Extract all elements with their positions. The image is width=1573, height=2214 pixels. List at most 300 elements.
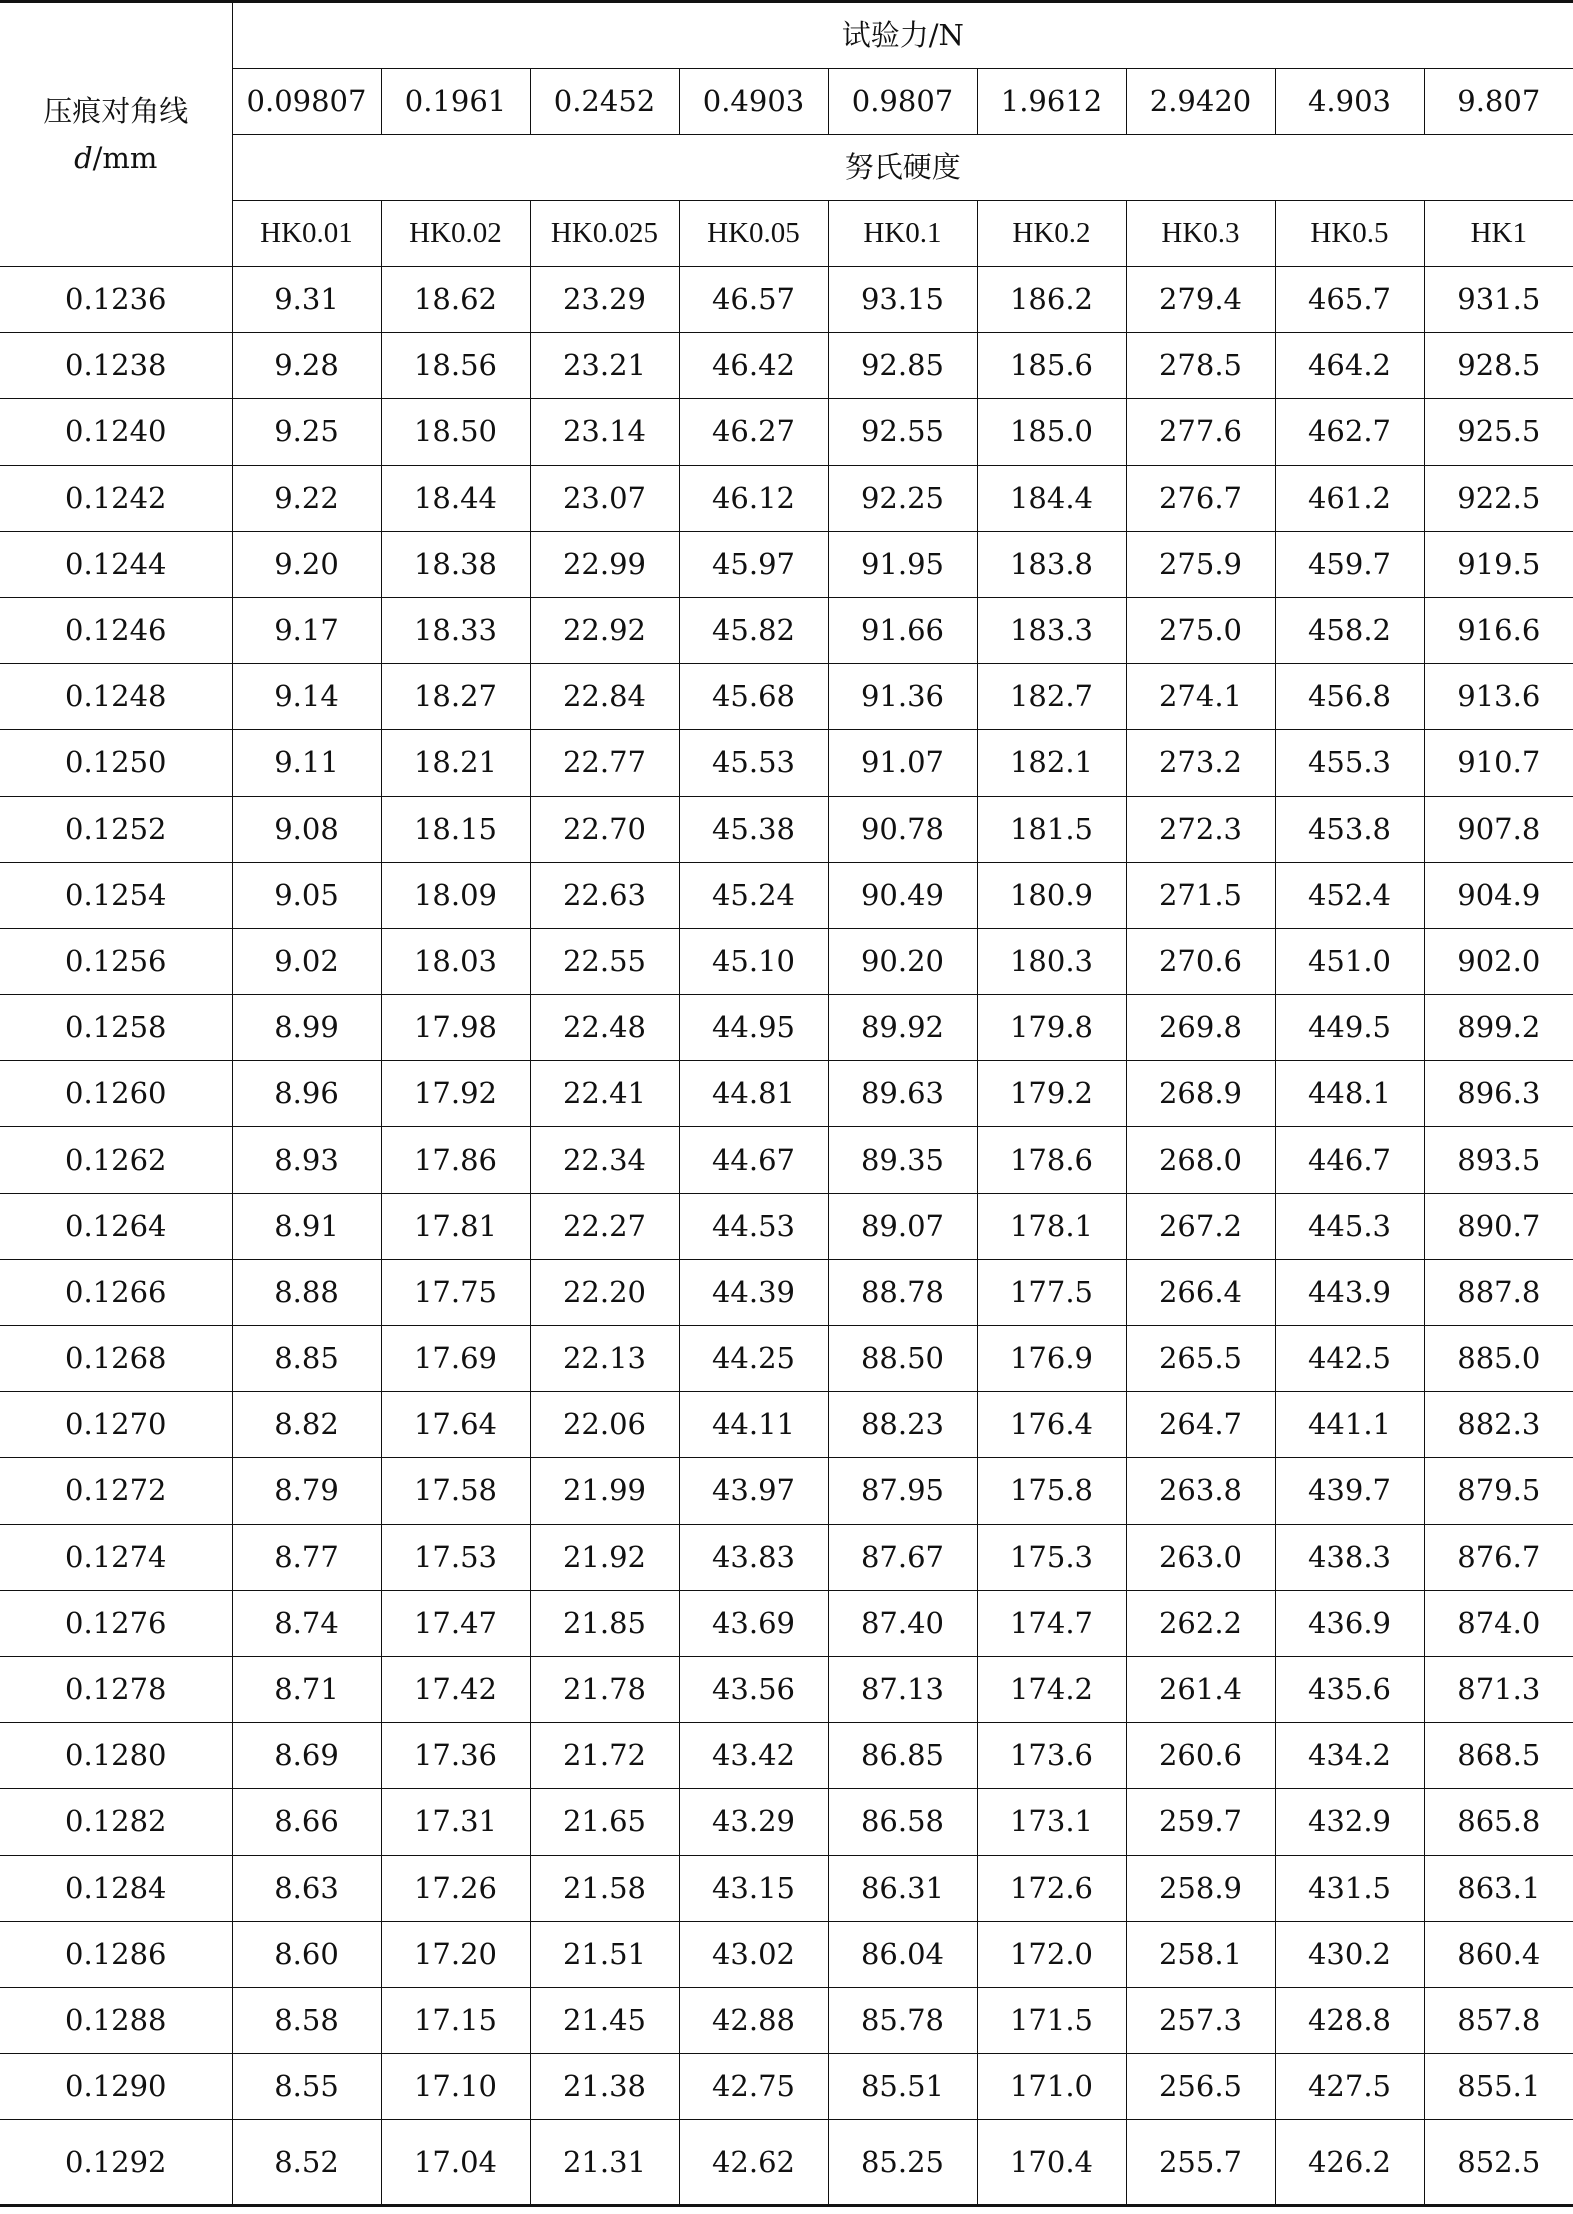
hardness-value-cell: 266.4 (1126, 1259, 1275, 1325)
hardness-value-cell: 267.2 (1126, 1193, 1275, 1259)
hardness-value-cell: 434.2 (1275, 1723, 1424, 1789)
hardness-value-cell: 22.27 (530, 1193, 679, 1259)
hardness-value-cell: 9.08 (232, 796, 381, 862)
scale-label-cell: HK0.1 (828, 201, 977, 267)
table-row (0, 1987, 1573, 2053)
hardness-value-cell: 23.29 (530, 267, 679, 333)
hardness-value-cell: 426.2 (1275, 2120, 1424, 2206)
hardness-value-cell: 17.20 (381, 1921, 530, 1987)
table-row (0, 1855, 1573, 1921)
hardness-value-cell: 89.35 (828, 1127, 977, 1193)
hardness-value-cell: 22.34 (530, 1127, 679, 1193)
hardness-value-cell: 180.9 (977, 862, 1126, 928)
diagonal-cell: 0.1242 (0, 465, 232, 531)
table-row (0, 1524, 1573, 1590)
table-row (0, 730, 1573, 796)
hardness-value-cell: 931.5 (1424, 267, 1573, 333)
force-value-cell: 9.807 (1424, 69, 1573, 135)
hardness-value-cell: 431.5 (1275, 1855, 1424, 1921)
hardness-value-cell: 185.0 (977, 399, 1126, 465)
hardness-value-cell: 92.55 (828, 399, 977, 465)
hardness-value-cell: 184.4 (977, 465, 1126, 531)
hardness-value-cell: 8.55 (232, 2054, 381, 2120)
hardness-value-cell: 173.6 (977, 1723, 1126, 1789)
hardness-value-cell: 18.62 (381, 267, 530, 333)
hardness-value-cell: 871.3 (1424, 1656, 1573, 1722)
diagonal-cell: 0.1270 (0, 1392, 232, 1458)
hardness-value-cell: 8.69 (232, 1723, 381, 1789)
hardness-title: 努氏硬度 (232, 135, 1573, 201)
table-row (0, 928, 1573, 994)
hardness-value-cell: 17.86 (381, 1127, 530, 1193)
force-value-cell: 0.9807 (828, 69, 977, 135)
hardness-value-cell: 8.79 (232, 1458, 381, 1524)
hardness-value-cell: 902.0 (1424, 928, 1573, 994)
table-row (0, 664, 1573, 730)
header-row-scales (0, 201, 1573, 267)
hardness-value-cell: 86.58 (828, 1789, 977, 1855)
diagonal-cell: 0.1252 (0, 796, 232, 862)
hardness-value-cell: 879.5 (1424, 1458, 1573, 1524)
hardness-value-cell: 43.02 (679, 1921, 828, 1987)
hardness-value-cell: 91.36 (828, 664, 977, 730)
hardness-value-cell: 451.0 (1275, 928, 1424, 994)
hardness-value-cell: 268.0 (1126, 1127, 1275, 1193)
hardness-value-cell: 44.11 (679, 1392, 828, 1458)
hardness-value-cell: 261.4 (1126, 1656, 1275, 1722)
force-value-cell: 4.903 (1275, 69, 1424, 135)
hardness-value-cell: 8.52 (232, 2120, 381, 2206)
table-row (0, 1723, 1573, 1789)
hardness-value-cell: 857.8 (1424, 1987, 1573, 2053)
diagonal-cell: 0.1260 (0, 1061, 232, 1127)
hardness-value-cell: 93.15 (828, 267, 977, 333)
hardness-value-cell: 263.8 (1126, 1458, 1275, 1524)
hardness-value-cell: 17.31 (381, 1789, 530, 1855)
hardness-value-cell: 22.13 (530, 1326, 679, 1392)
hardness-value-cell: 430.2 (1275, 1921, 1424, 1987)
table-row (0, 1193, 1573, 1259)
hardness-value-cell: 21.78 (530, 1656, 679, 1722)
hardness-value-cell: 885.0 (1424, 1326, 1573, 1392)
hardness-value-cell: 46.12 (679, 465, 828, 531)
hardness-value-cell: 177.5 (977, 1259, 1126, 1325)
table-row (0, 2120, 1573, 2206)
hardness-value-cell: 8.60 (232, 1921, 381, 1987)
hardness-value-cell: 18.21 (381, 730, 530, 796)
hardness-value-cell: 18.33 (381, 597, 530, 663)
hardness-value-cell: 8.99 (232, 995, 381, 1061)
hardness-value-cell: 175.3 (977, 1524, 1126, 1590)
hardness-value-cell: 182.1 (977, 730, 1126, 796)
hardness-value-cell: 255.7 (1126, 2120, 1275, 2206)
table-row (0, 1590, 1573, 1656)
hardness-value-cell: 8.88 (232, 1259, 381, 1325)
hardness-value-cell: 928.5 (1424, 333, 1573, 399)
hardness-value-cell: 876.7 (1424, 1524, 1573, 1590)
table-row (0, 1789, 1573, 1855)
hardness-value-cell: 46.27 (679, 399, 828, 465)
corner-symbol: d (74, 140, 93, 175)
hardness-value-cell: 90.78 (828, 796, 977, 862)
hardness-value-cell: 44.25 (679, 1326, 828, 1392)
hardness-value-cell: 8.85 (232, 1326, 381, 1392)
hardness-value-cell: 45.53 (679, 730, 828, 796)
hardness-value-cell: 464.2 (1275, 333, 1424, 399)
hardness-value-cell: 91.66 (828, 597, 977, 663)
hardness-value-cell: 171.0 (977, 2054, 1126, 2120)
hardness-value-cell: 887.8 (1424, 1259, 1573, 1325)
hardness-value-cell: 435.6 (1275, 1656, 1424, 1722)
hardness-value-cell: 256.5 (1126, 2054, 1275, 2120)
hardness-value-cell: 462.7 (1275, 399, 1424, 465)
hardness-value-cell: 42.62 (679, 2120, 828, 2206)
diagonal-cell: 0.1280 (0, 1723, 232, 1789)
hardness-value-cell: 21.45 (530, 1987, 679, 2053)
diagonal-cell: 0.1244 (0, 531, 232, 597)
diagonal-cell: 0.1256 (0, 928, 232, 994)
hardness-value-cell: 855.1 (1424, 2054, 1573, 2120)
hardness-value-cell: 175.8 (977, 1458, 1126, 1524)
hardness-value-cell: 439.7 (1275, 1458, 1424, 1524)
hardness-value-cell: 275.9 (1126, 531, 1275, 597)
hardness-value-cell: 178.1 (977, 1193, 1126, 1259)
hardness-value-cell: 88.78 (828, 1259, 977, 1325)
hardness-value-cell: 427.5 (1275, 2054, 1424, 2120)
hardness-value-cell: 172.6 (977, 1855, 1126, 1921)
hardness-value-cell: 865.8 (1424, 1789, 1573, 1855)
hardness-value-cell: 268.9 (1126, 1061, 1275, 1127)
hardness-value-cell: 446.7 (1275, 1127, 1424, 1193)
hardness-value-cell: 443.9 (1275, 1259, 1424, 1325)
diagonal-cell: 0.1268 (0, 1326, 232, 1392)
hardness-value-cell: 868.5 (1424, 1723, 1573, 1789)
hardness-value-cell: 874.0 (1424, 1590, 1573, 1656)
hardness-value-cell: 262.2 (1126, 1590, 1275, 1656)
table-row (0, 862, 1573, 928)
hardness-value-cell: 21.99 (530, 1458, 679, 1524)
diagonal-cell: 0.1278 (0, 1656, 232, 1722)
hardness-value-cell: 22.84 (530, 664, 679, 730)
scale-label-cell: HK0.2 (977, 201, 1126, 267)
hardness-value-cell: 21.72 (530, 1723, 679, 1789)
diagonal-cell: 0.1262 (0, 1127, 232, 1193)
force-value-cell: 0.1961 (381, 69, 530, 135)
hardness-value-cell: 9.22 (232, 465, 381, 531)
hardness-value-cell: 456.8 (1275, 664, 1424, 730)
hardness-value-cell: 8.58 (232, 1987, 381, 2053)
hardness-value-cell: 448.1 (1275, 1061, 1424, 1127)
hardness-value-cell: 9.14 (232, 664, 381, 730)
hardness-value-cell: 8.66 (232, 1789, 381, 1855)
hardness-value-cell: 9.20 (232, 531, 381, 597)
hardness-value-cell: 22.99 (530, 531, 679, 597)
diagonal-cell: 0.1248 (0, 664, 232, 730)
table-row (0, 1326, 1573, 1392)
hardness-value-cell: 176.4 (977, 1392, 1126, 1458)
hardness-value-cell: 45.97 (679, 531, 828, 597)
force-value-cell: 0.2452 (530, 69, 679, 135)
hardness-value-cell: 275.0 (1126, 597, 1275, 663)
table-body (0, 267, 1573, 2206)
hardness-value-cell: 899.2 (1424, 995, 1573, 1061)
hardness-value-cell: 178.6 (977, 1127, 1126, 1193)
hardness-value-cell: 17.53 (381, 1524, 530, 1590)
hardness-value-cell: 45.38 (679, 796, 828, 862)
hardness-value-cell: 860.4 (1424, 1921, 1573, 1987)
hardness-value-cell: 278.5 (1126, 333, 1275, 399)
hardness-value-cell: 461.2 (1275, 465, 1424, 531)
hardness-value-cell: 263.0 (1126, 1524, 1275, 1590)
hardness-value-cell: 9.17 (232, 597, 381, 663)
hardness-value-cell: 18.38 (381, 531, 530, 597)
hardness-value-cell: 17.98 (381, 995, 530, 1061)
diagonal-cell: 0.1258 (0, 995, 232, 1061)
table-row (0, 1921, 1573, 1987)
hardness-value-cell: 44.67 (679, 1127, 828, 1193)
scale-label-cell: HK0.3 (1126, 201, 1275, 267)
table-row (0, 995, 1573, 1061)
hardness-value-cell: 22.77 (530, 730, 679, 796)
hardness-value-cell: 43.69 (679, 1590, 828, 1656)
table-row (0, 267, 1573, 333)
hardness-value-cell: 458.2 (1275, 597, 1424, 663)
hardness-value-cell: 8.82 (232, 1392, 381, 1458)
hardness-value-cell: 21.65 (530, 1789, 679, 1855)
hardness-value-cell: 87.67 (828, 1524, 977, 1590)
hardness-value-cell: 272.3 (1126, 796, 1275, 862)
corner-label-line1: 压痕对角线 (43, 94, 189, 129)
hardness-value-cell: 42.75 (679, 2054, 828, 2120)
hardness-value-cell: 21.38 (530, 2054, 679, 2120)
hardness-value-cell: 17.26 (381, 1855, 530, 1921)
hardness-value-cell: 181.5 (977, 796, 1126, 862)
diagonal-cell: 0.1246 (0, 597, 232, 663)
hardness-value-cell: 91.95 (828, 531, 977, 597)
hardness-value-cell: 455.3 (1275, 730, 1424, 796)
hardness-value-cell: 21.85 (530, 1590, 679, 1656)
hardness-value-cell: 183.8 (977, 531, 1126, 597)
corner-unit: /mm (92, 140, 158, 175)
hardness-value-cell: 18.50 (381, 399, 530, 465)
hardness-value-cell: 258.1 (1126, 1921, 1275, 1987)
header-row-hardness-title (0, 135, 1573, 201)
hardness-value-cell: 18.56 (381, 333, 530, 399)
hardness-value-cell: 269.8 (1126, 995, 1275, 1061)
diagonal-cell: 0.1274 (0, 1524, 232, 1590)
table-row (0, 1392, 1573, 1458)
table-row (0, 1127, 1573, 1193)
hardness-value-cell: 904.9 (1424, 862, 1573, 928)
hardness-value-cell: 46.57 (679, 267, 828, 333)
diagonal-cell: 0.1276 (0, 1590, 232, 1656)
hardness-value-cell: 179.2 (977, 1061, 1126, 1127)
hardness-value-cell: 42.88 (679, 1987, 828, 2053)
hardness-value-cell: 86.04 (828, 1921, 977, 1987)
table-row (0, 796, 1573, 862)
hardness-value-cell: 257.3 (1126, 1987, 1275, 2053)
hardness-value-cell: 18.27 (381, 664, 530, 730)
hardness-value-cell: 85.51 (828, 2054, 977, 2120)
hardness-value-cell: 17.81 (381, 1193, 530, 1259)
header-row-force-title (0, 2, 1573, 69)
hardness-value-cell: 44.81 (679, 1061, 828, 1127)
hardness-value-cell: 176.9 (977, 1326, 1126, 1392)
table-row (0, 1656, 1573, 1722)
hardness-value-cell: 171.5 (977, 1987, 1126, 2053)
hardness-value-cell: 17.92 (381, 1061, 530, 1127)
hardness-value-cell: 260.6 (1126, 1723, 1275, 1789)
scale-label-cell: HK0.01 (232, 201, 381, 267)
hardness-value-cell: 436.9 (1275, 1590, 1424, 1656)
hardness-value-cell: 44.53 (679, 1193, 828, 1259)
diagonal-cell: 0.1266 (0, 1259, 232, 1325)
force-title: 试验力/N (232, 2, 1573, 69)
table-row (0, 399, 1573, 465)
header-corner-cell (0, 2, 232, 267)
hardness-value-cell: 45.68 (679, 664, 828, 730)
force-value-cell: 1.9612 (977, 69, 1126, 135)
hardness-value-cell: 23.14 (530, 399, 679, 465)
hardness-value-cell: 87.40 (828, 1590, 977, 1656)
hardness-value-cell: 173.1 (977, 1789, 1126, 1855)
hardness-value-cell: 170.4 (977, 2120, 1126, 2206)
force-value-cell: 0.4903 (679, 69, 828, 135)
diagonal-cell: 0.1286 (0, 1921, 232, 1987)
hardness-value-cell: 452.4 (1275, 862, 1424, 928)
hardness-value-cell: 441.1 (1275, 1392, 1424, 1458)
table-row (0, 1259, 1573, 1325)
hardness-value-cell: 183.3 (977, 597, 1126, 663)
force-value-cell: 2.9420 (1126, 69, 1275, 135)
hardness-value-cell: 270.6 (1126, 928, 1275, 994)
hardness-value-cell: 8.91 (232, 1193, 381, 1259)
hardness-value-cell: 442.5 (1275, 1326, 1424, 1392)
hardness-value-cell: 8.96 (232, 1061, 381, 1127)
table-row (0, 1061, 1573, 1127)
hardness-value-cell: 22.41 (530, 1061, 679, 1127)
hardness-value-cell: 90.20 (828, 928, 977, 994)
hardness-value-cell: 907.8 (1424, 796, 1573, 862)
hardness-value-cell: 9.11 (232, 730, 381, 796)
hardness-value-cell: 890.7 (1424, 1193, 1573, 1259)
hardness-value-cell: 445.3 (1275, 1193, 1424, 1259)
table-row (0, 333, 1573, 399)
force-value-cell: 0.09807 (232, 69, 381, 135)
hardness-value-cell: 22.92 (530, 597, 679, 663)
hardness-value-cell: 8.71 (232, 1656, 381, 1722)
table-row (0, 531, 1573, 597)
hardness-value-cell: 22.06 (530, 1392, 679, 1458)
diagonal-cell: 0.1272 (0, 1458, 232, 1524)
hardness-value-cell: 87.13 (828, 1656, 977, 1722)
hardness-value-cell: 22.55 (530, 928, 679, 994)
hardness-value-cell: 22.48 (530, 995, 679, 1061)
hardness-value-cell: 432.9 (1275, 1789, 1424, 1855)
hardness-value-cell: 922.5 (1424, 465, 1573, 531)
hardness-value-cell: 17.36 (381, 1723, 530, 1789)
hardness-value-cell: 89.63 (828, 1061, 977, 1127)
table-row (0, 597, 1573, 663)
diagonal-cell: 0.1254 (0, 862, 232, 928)
hardness-value-cell: 17.42 (381, 1656, 530, 1722)
hardness-value-cell: 22.20 (530, 1259, 679, 1325)
scale-label-cell: HK0.02 (381, 201, 530, 267)
hardness-value-cell: 910.7 (1424, 730, 1573, 796)
hardness-value-cell: 88.23 (828, 1392, 977, 1458)
hardness-value-cell: 21.31 (530, 2120, 679, 2206)
hardness-value-cell: 259.7 (1126, 1789, 1275, 1855)
hardness-value-cell: 23.21 (530, 333, 679, 399)
hardness-value-cell: 174.2 (977, 1656, 1126, 1722)
hardness-value-cell: 43.97 (679, 1458, 828, 1524)
hardness-value-cell: 9.25 (232, 399, 381, 465)
scale-label-cell: HK0.5 (1275, 201, 1424, 267)
hardness-value-cell: 23.07 (530, 465, 679, 531)
hardness-value-cell: 85.25 (828, 2120, 977, 2206)
hardness-value-cell: 276.7 (1126, 465, 1275, 531)
hardness-value-cell: 21.51 (530, 1921, 679, 1987)
hardness-value-cell: 9.05 (232, 862, 381, 928)
hardness-value-cell: 90.49 (828, 862, 977, 928)
hardness-value-cell: 85.78 (828, 1987, 977, 2053)
hardness-value-cell: 465.7 (1275, 267, 1424, 333)
hardness-value-cell: 91.07 (828, 730, 977, 796)
hardness-value-cell: 89.07 (828, 1193, 977, 1259)
hardness-value-cell: 17.75 (381, 1259, 530, 1325)
hardness-value-cell: 8.93 (232, 1127, 381, 1193)
table-header (0, 2, 1573, 267)
hardness-value-cell: 17.69 (381, 1326, 530, 1392)
hardness-value-cell: 17.15 (381, 1987, 530, 2053)
diagonal-cell: 0.1264 (0, 1193, 232, 1259)
hardness-value-cell: 21.58 (530, 1855, 679, 1921)
hardness-value-cell: 271.5 (1126, 862, 1275, 928)
hardness-value-cell: 87.95 (828, 1458, 977, 1524)
hardness-value-cell: 896.3 (1424, 1061, 1573, 1127)
table-row (0, 465, 1573, 531)
hardness-value-cell: 258.9 (1126, 1855, 1275, 1921)
table-row (0, 1458, 1573, 1524)
diagonal-cell: 0.1288 (0, 1987, 232, 2053)
hardness-value-cell: 43.15 (679, 1855, 828, 1921)
header-row-forces (0, 69, 1573, 135)
hardness-value-cell: 882.3 (1424, 1392, 1573, 1458)
diagonal-cell: 0.1236 (0, 267, 232, 333)
hardness-value-cell: 21.92 (530, 1524, 679, 1590)
hardness-value-cell: 44.39 (679, 1259, 828, 1325)
diagonal-cell: 0.1284 (0, 1855, 232, 1921)
hardness-value-cell: 8.74 (232, 1590, 381, 1656)
hardness-value-cell: 88.50 (828, 1326, 977, 1392)
hardness-value-cell: 17.58 (381, 1458, 530, 1524)
hardness-value-cell: 18.44 (381, 465, 530, 531)
hardness-value-cell: 185.6 (977, 333, 1126, 399)
hardness-value-cell: 172.0 (977, 1921, 1126, 1987)
hardness-value-cell: 919.5 (1424, 531, 1573, 597)
hardness-value-cell: 18.15 (381, 796, 530, 862)
scale-label-cell: HK0.05 (679, 201, 828, 267)
hardness-value-cell: 264.7 (1126, 1392, 1275, 1458)
hardness-value-cell: 43.29 (679, 1789, 828, 1855)
hardness-value-cell: 46.42 (679, 333, 828, 399)
hardness-value-cell: 92.25 (828, 465, 977, 531)
hardness-value-cell: 45.24 (679, 862, 828, 928)
hardness-value-cell: 925.5 (1424, 399, 1573, 465)
hardness-value-cell: 86.85 (828, 1723, 977, 1789)
diagonal-cell: 0.1240 (0, 399, 232, 465)
hardness-value-cell: 9.02 (232, 928, 381, 994)
